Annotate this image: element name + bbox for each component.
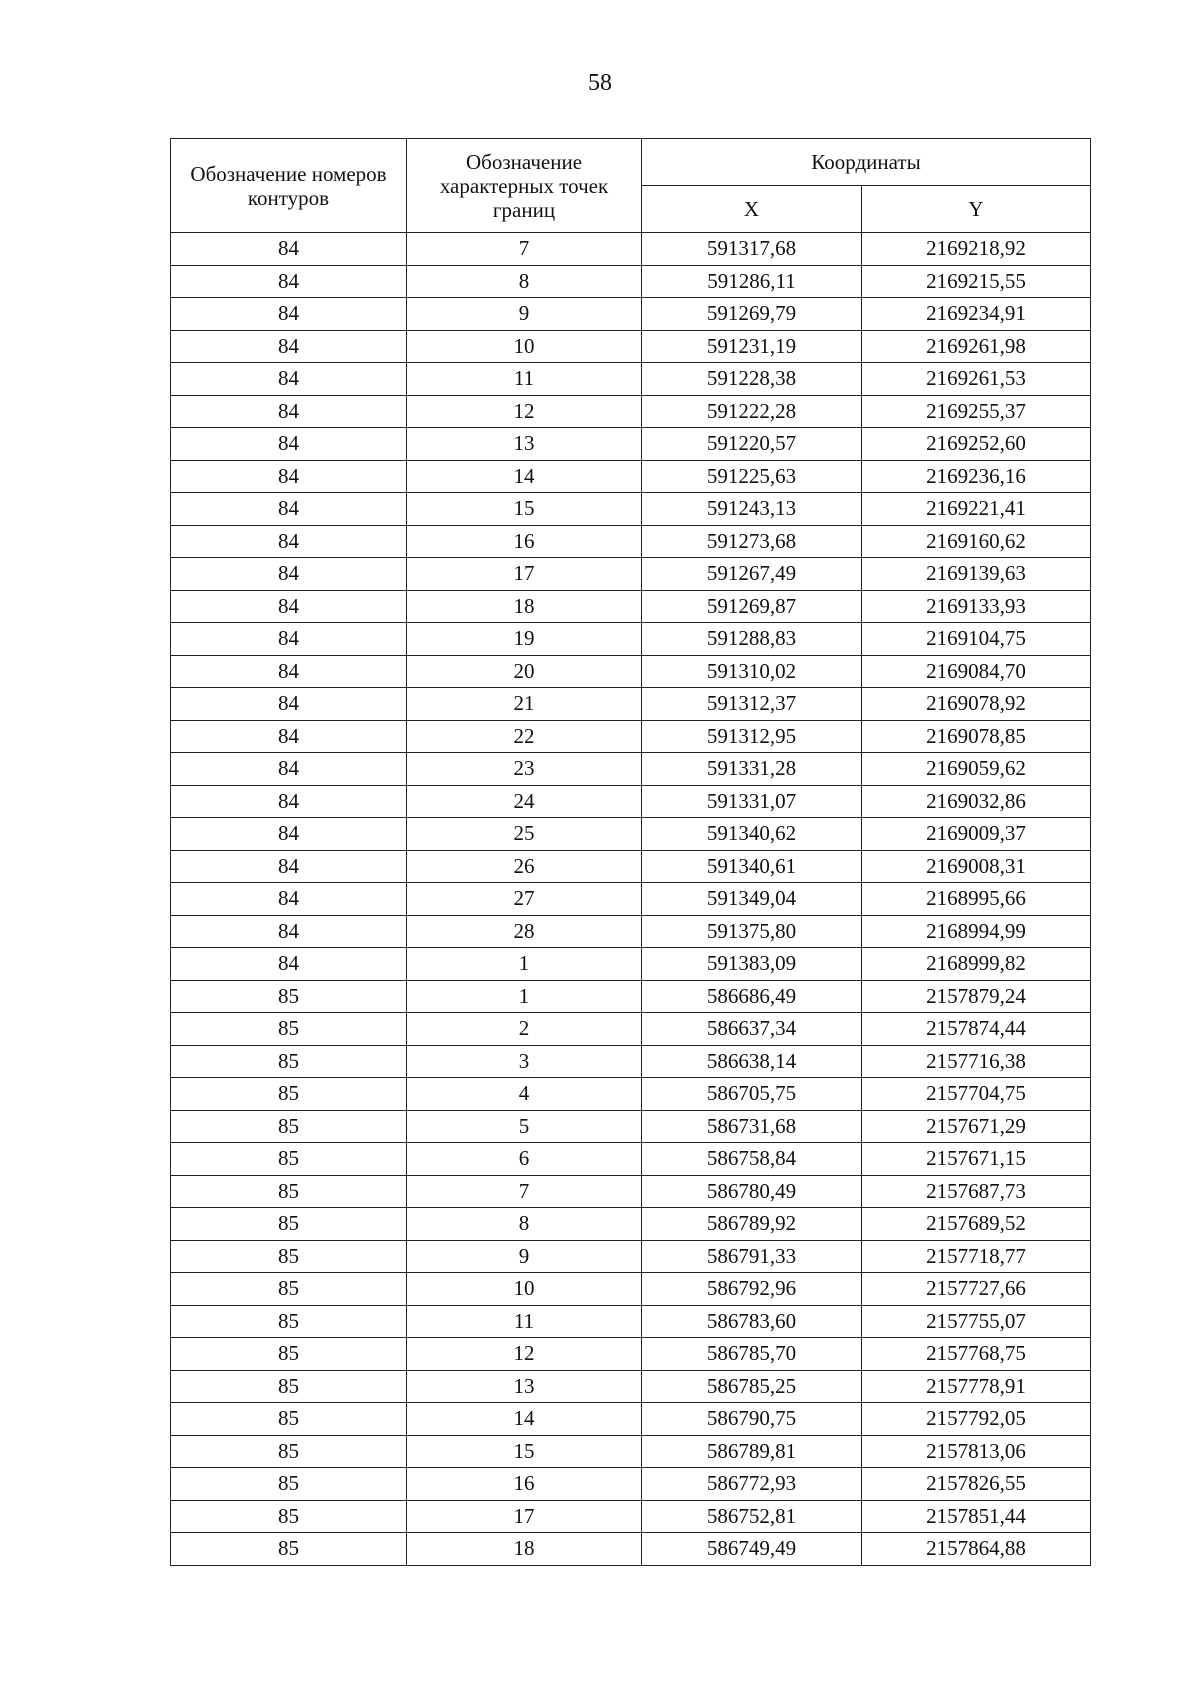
cell-x: 586731,68: [642, 1110, 862, 1143]
cell-point: 5: [407, 1110, 642, 1143]
table-row: [171, 1370, 1091, 1403]
cell-x: 586772,93: [642, 1468, 862, 1501]
cell-y: 2169236,16: [862, 460, 1091, 493]
table-header: [171, 139, 1091, 233]
cell-y: 2169104,75: [862, 623, 1091, 656]
cell-y: 2169261,98: [862, 330, 1091, 363]
cell-x: 591267,49: [642, 558, 862, 591]
header-point: Обозначение характерных точек границ: [407, 139, 642, 233]
cell-point: 15: [407, 1435, 642, 1468]
cell-y: 2169059,62: [862, 753, 1091, 786]
cell-point: 18: [407, 1533, 642, 1566]
cell-point: 6: [407, 1143, 642, 1176]
cell-y: 2169032,86: [862, 785, 1091, 818]
table-row: [171, 1435, 1091, 1468]
cell-point: 11: [407, 363, 642, 396]
cell-x: 591225,63: [642, 460, 862, 493]
cell-x: 586752,81: [642, 1500, 862, 1533]
cell-contour: 84: [171, 493, 407, 526]
cell-contour: 85: [171, 1175, 407, 1208]
cell-point: 24: [407, 785, 642, 818]
cell-contour: 85: [171, 1208, 407, 1241]
table-row: [171, 688, 1091, 721]
table-row: [171, 298, 1091, 331]
cell-point: 8: [407, 1208, 642, 1241]
cell-x: 591288,83: [642, 623, 862, 656]
cell-y: 2157689,52: [862, 1208, 1091, 1241]
cell-point: 12: [407, 395, 642, 428]
cell-contour: 84: [171, 688, 407, 721]
table-row: [171, 720, 1091, 753]
cell-y: 2157778,91: [862, 1370, 1091, 1403]
cell-x: 586792,96: [642, 1273, 862, 1306]
cell-y: 2157704,75: [862, 1078, 1091, 1111]
cell-x: 591375,80: [642, 915, 862, 948]
cell-point: 16: [407, 525, 642, 558]
cell-y: 2157826,55: [862, 1468, 1091, 1501]
table-row: [171, 1078, 1091, 1111]
cell-contour: 85: [171, 1338, 407, 1371]
cell-x: 591317,68: [642, 233, 862, 266]
table-row: [171, 1273, 1091, 1306]
cell-point: 16: [407, 1468, 642, 1501]
cell-x: 586791,33: [642, 1240, 862, 1273]
cell-y: 2168999,82: [862, 948, 1091, 981]
cell-contour: 84: [171, 915, 407, 948]
cell-contour: 84: [171, 558, 407, 591]
table-row: [171, 1175, 1091, 1208]
cell-y: 2169234,91: [862, 298, 1091, 331]
table-row: [171, 1045, 1091, 1078]
cell-contour: 85: [171, 1468, 407, 1501]
table-row: [171, 395, 1091, 428]
cell-point: 11: [407, 1305, 642, 1338]
table-row: [171, 980, 1091, 1013]
cell-y: 2157851,44: [862, 1500, 1091, 1533]
cell-x: 591340,61: [642, 850, 862, 883]
cell-contour: 84: [171, 753, 407, 786]
cell-x: 586780,49: [642, 1175, 862, 1208]
cell-contour: 85: [171, 1533, 407, 1566]
cell-contour: 84: [171, 655, 407, 688]
cell-x: 586785,25: [642, 1370, 862, 1403]
cell-contour: 85: [171, 1078, 407, 1111]
cell-y: 2169255,37: [862, 395, 1091, 428]
cell-point: 23: [407, 753, 642, 786]
cell-contour: 84: [171, 948, 407, 981]
table-row: [171, 850, 1091, 883]
cell-point: 4: [407, 1078, 642, 1111]
cell-contour: 84: [171, 525, 407, 558]
cell-y: 2157792,05: [862, 1403, 1091, 1436]
cell-contour: 85: [171, 980, 407, 1013]
cell-y: 2169009,37: [862, 818, 1091, 851]
cell-contour: 85: [171, 1110, 407, 1143]
cell-x: 586749,49: [642, 1533, 862, 1566]
cell-y: 2169078,92: [862, 688, 1091, 721]
cell-contour: 84: [171, 590, 407, 623]
cell-point: 10: [407, 330, 642, 363]
cell-y: 2169084,70: [862, 655, 1091, 688]
cell-x: 591331,28: [642, 753, 862, 786]
cell-contour: 84: [171, 720, 407, 753]
header-x: X: [642, 186, 862, 233]
table-row: [171, 1533, 1091, 1566]
cell-y: 2169078,85: [862, 720, 1091, 753]
cell-x: 591340,62: [642, 818, 862, 851]
table-row: [171, 1240, 1091, 1273]
cell-point: 7: [407, 1175, 642, 1208]
table-row: [171, 623, 1091, 656]
header-y: Y: [862, 186, 1091, 233]
cell-point: 2: [407, 1013, 642, 1046]
table-row: [171, 493, 1091, 526]
table-row: [171, 590, 1091, 623]
table-row: [171, 948, 1091, 981]
table-row: [171, 1110, 1091, 1143]
cell-y: 2157727,66: [862, 1273, 1091, 1306]
cell-contour: 84: [171, 265, 407, 298]
cell-contour: 85: [171, 1013, 407, 1046]
cell-x: 591220,57: [642, 428, 862, 461]
cell-point: 18: [407, 590, 642, 623]
table-row: [171, 1305, 1091, 1338]
table-row: [171, 233, 1091, 266]
table-row: [171, 785, 1091, 818]
cell-y: 2157874,44: [862, 1013, 1091, 1046]
cell-contour: 85: [171, 1500, 407, 1533]
cell-y: 2169252,60: [862, 428, 1091, 461]
cell-x: 586686,49: [642, 980, 862, 1013]
cell-x: 586789,92: [642, 1208, 862, 1241]
cell-point: 28: [407, 915, 642, 948]
cell-point: 7: [407, 233, 642, 266]
cell-point: 19: [407, 623, 642, 656]
cell-contour: 84: [171, 233, 407, 266]
cell-y: 2169218,92: [862, 233, 1091, 266]
cell-point: 14: [407, 460, 642, 493]
cell-point: 13: [407, 1370, 642, 1403]
cell-point: 3: [407, 1045, 642, 1078]
cell-contour: 85: [171, 1045, 407, 1078]
cell-x: 591231,19: [642, 330, 862, 363]
cell-point: 17: [407, 1500, 642, 1533]
cell-y: 2157755,07: [862, 1305, 1091, 1338]
table-row: [171, 428, 1091, 461]
cell-contour: 85: [171, 1305, 407, 1338]
cell-contour: 84: [171, 460, 407, 493]
cell-x: 591312,37: [642, 688, 862, 721]
table-row: [171, 1500, 1091, 1533]
cell-y: 2157671,29: [862, 1110, 1091, 1143]
cell-contour: 84: [171, 818, 407, 851]
cell-x: 591273,68: [642, 525, 862, 558]
cell-y: 2169133,93: [862, 590, 1091, 623]
cell-point: 10: [407, 1273, 642, 1306]
cell-y: 2157813,06: [862, 1435, 1091, 1468]
cell-point: 21: [407, 688, 642, 721]
cell-contour: 84: [171, 623, 407, 656]
table-row: [171, 915, 1091, 948]
cell-y: 2157716,38: [862, 1045, 1091, 1078]
cell-contour: 85: [171, 1143, 407, 1176]
cell-y: 2157864,88: [862, 1533, 1091, 1566]
table-row: [171, 1403, 1091, 1436]
cell-point: 17: [407, 558, 642, 591]
table-row: [171, 1013, 1091, 1046]
cell-x: 591331,07: [642, 785, 862, 818]
table-row: [171, 1338, 1091, 1371]
cell-point: 20: [407, 655, 642, 688]
cell-contour: 84: [171, 363, 407, 396]
cell-x: 586790,75: [642, 1403, 862, 1436]
table-body: [171, 233, 1091, 1566]
cell-y: 2168994,99: [862, 915, 1091, 948]
cell-y: 2169139,63: [862, 558, 1091, 591]
cell-y: 2168995,66: [862, 883, 1091, 916]
cell-point: 9: [407, 298, 642, 331]
cell-y: 2169261,53: [862, 363, 1091, 396]
cell-y: 2157718,77: [862, 1240, 1091, 1273]
table-row: [171, 460, 1091, 493]
table-row: [171, 1468, 1091, 1501]
cell-contour: 85: [171, 1240, 407, 1273]
cell-point: 13: [407, 428, 642, 461]
cell-contour: 84: [171, 883, 407, 916]
cell-x: 586785,70: [642, 1338, 862, 1371]
cell-contour: 84: [171, 298, 407, 331]
cell-x: 586637,34: [642, 1013, 862, 1046]
cell-contour: 85: [171, 1273, 407, 1306]
table-row: [171, 1208, 1091, 1241]
cell-x: 591349,04: [642, 883, 862, 916]
cell-x: 586758,84: [642, 1143, 862, 1176]
cell-y: 2169008,31: [862, 850, 1091, 883]
cell-point: 8: [407, 265, 642, 298]
table-row: [171, 1143, 1091, 1176]
cell-y: 2169160,62: [862, 525, 1091, 558]
cell-contour: 85: [171, 1435, 407, 1468]
cell-point: 1: [407, 980, 642, 1013]
cell-point: 26: [407, 850, 642, 883]
cell-x: 586705,75: [642, 1078, 862, 1111]
cell-x: 591222,28: [642, 395, 862, 428]
cell-x: 591243,13: [642, 493, 862, 526]
cell-contour: 84: [171, 785, 407, 818]
cell-y: 2169215,55: [862, 265, 1091, 298]
table-row: [171, 883, 1091, 916]
cell-x: 591228,38: [642, 363, 862, 396]
table-row: [171, 655, 1091, 688]
cell-y: 2169221,41: [862, 493, 1091, 526]
cell-y: 2157768,75: [862, 1338, 1091, 1371]
cell-y: 2157879,24: [862, 980, 1091, 1013]
cell-point: 9: [407, 1240, 642, 1273]
cell-point: 22: [407, 720, 642, 753]
cell-contour: 84: [171, 395, 407, 428]
cell-contour: 85: [171, 1403, 407, 1436]
cell-x: 586783,60: [642, 1305, 862, 1338]
page-number: 58: [588, 70, 612, 96]
cell-y: 2157687,73: [862, 1175, 1091, 1208]
cell-point: 27: [407, 883, 642, 916]
cell-x: 591383,09: [642, 948, 862, 981]
cell-contour: 84: [171, 330, 407, 363]
table-row: [171, 818, 1091, 851]
cell-x: 591310,02: [642, 655, 862, 688]
cell-contour: 85: [171, 1370, 407, 1403]
cell-point: 25: [407, 818, 642, 851]
table-row: [171, 363, 1091, 396]
cell-x: 591269,79: [642, 298, 862, 331]
cell-y: 2157671,15: [862, 1143, 1091, 1176]
header-coordinates: Координаты: [642, 139, 1091, 186]
cell-point: 1: [407, 948, 642, 981]
table-row: [171, 558, 1091, 591]
cell-contour: 84: [171, 850, 407, 883]
header-contour: Обозначение номеров контуров: [171, 139, 407, 233]
cell-point: 14: [407, 1403, 642, 1436]
table-row: [171, 330, 1091, 363]
table-row: [171, 753, 1091, 786]
cell-x: 586638,14: [642, 1045, 862, 1078]
table-row: [171, 525, 1091, 558]
table-row: [171, 265, 1091, 298]
cell-x: 591269,87: [642, 590, 862, 623]
cell-x: 591286,11: [642, 265, 862, 298]
cell-point: 12: [407, 1338, 642, 1371]
cell-contour: 84: [171, 428, 407, 461]
cell-x: 586789,81: [642, 1435, 862, 1468]
cell-x: 591312,95: [642, 720, 862, 753]
coordinates-table: [170, 138, 1091, 1566]
cell-point: 15: [407, 493, 642, 526]
